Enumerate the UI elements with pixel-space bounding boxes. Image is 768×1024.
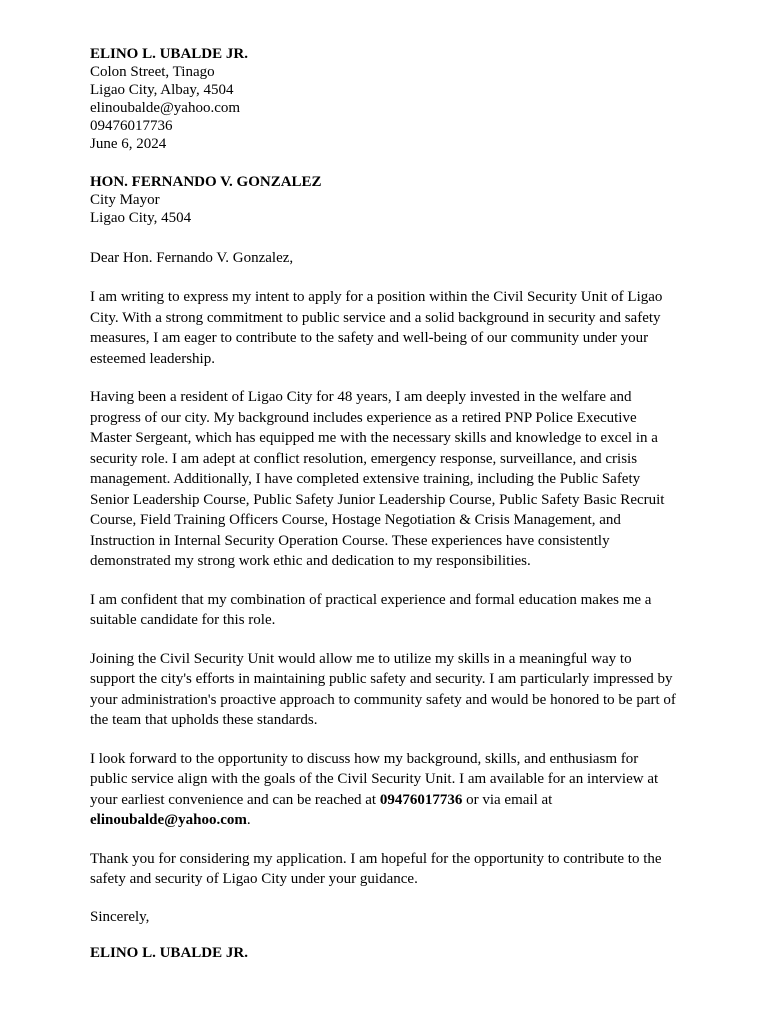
spacer xyxy=(90,631,678,649)
letter-date: June 6, 2024 xyxy=(90,136,167,152)
spacer xyxy=(90,267,678,287)
sender-email: elinoubalde@yahoo.com xyxy=(90,100,241,116)
contact-email: elinoubalde@yahoo.com xyxy=(90,812,247,828)
recipient-block xyxy=(90,173,678,227)
contact-intro-text: I look forward to the opportunity to discuss how my background, skills, and enthusiasm for public service align with the goals of the Civil Security Unit. I am available for an interview at your earliest convenience and can be reached at xyxy=(90,750,659,808)
spacer xyxy=(90,831,678,849)
paragraph-intro: I am writing to express my intent to apply for a position within the Civil Security Unit of Ligao City. With a strong commitment to public service and a solid background in security and safety measures, I am eager to contribute to the safety and well-being of our community under your esteemed leadership. xyxy=(90,289,663,367)
sender-name: ELINO L. UBALDE JR. xyxy=(90,46,248,62)
contact-phone: 09476017736 xyxy=(379,791,463,808)
paragraph-thanks: Thank you for considering my application. I am hopeful for the opportunity to contribute to the safety and security of Ligao City under your guidance. xyxy=(90,850,662,887)
spacer xyxy=(90,890,678,908)
contact-mid-text: or via email at xyxy=(462,791,553,808)
spacer xyxy=(90,731,678,749)
spacer xyxy=(90,153,678,173)
signature-name: ELINO L. UBALDE JR. xyxy=(90,944,248,961)
closing: Sincerely, xyxy=(90,908,150,925)
spacer xyxy=(90,227,678,247)
recipient-city: Ligao City, 4504 xyxy=(90,210,192,226)
spacer xyxy=(90,926,678,944)
sender-block xyxy=(90,45,678,153)
recipient-title: City Mayor xyxy=(90,192,160,208)
sender-street: Colon Street, Tinago xyxy=(90,64,215,80)
paragraph-contact xyxy=(90,749,678,831)
sender-city: Ligao City, Albay, 4504 xyxy=(90,82,234,98)
spacer xyxy=(90,369,678,387)
recipient-name: HON. FERNANDO V. GONZALEZ xyxy=(90,174,322,190)
spacer xyxy=(90,572,678,590)
salutation: Dear Hon. Fernando V. Gonzalez, xyxy=(90,250,294,266)
sender-phone: 09476017736 xyxy=(90,118,173,134)
contact-end-text: . xyxy=(246,812,251,828)
paragraph-confidence: I am confident that my combination of practical experience and formal education makes me a suitable candidate for this role. xyxy=(90,591,652,628)
paragraph-background: Having been a resident of Ligao City for 48 years, I am deeply invested in the welfare and progress of our city. My background includes experience as a retired PNP Police Executive Master Sergeant, which has equipped me with the necessary skills and knowledge to excel in a security role. I am adept at conflict resolution, emergency response, surveillance, and crisis management. Additionally, I have completed extensive training, including the Public Safety Senior Leadership Course, Public Safety Junior Leadership Course, Public Safety Basic Recruit Course, Field Training Officers Course, Hostage Negotiation & Crisis Management, and Instruction in Internal Security Operation Course. These experiences have consistently demonstrated my strong work ethic and dedication to my responsibilities. xyxy=(90,389,665,569)
paragraph-motivation: Joining the Civil Security Unit would allow me to utilize my skills in a meaningful way to support the city's efforts in maintaining public safety and security. I am particularly impressed by your administration's proactive approach to community safety and would be honored to be part of the team that upholds these standards. xyxy=(90,650,676,728)
